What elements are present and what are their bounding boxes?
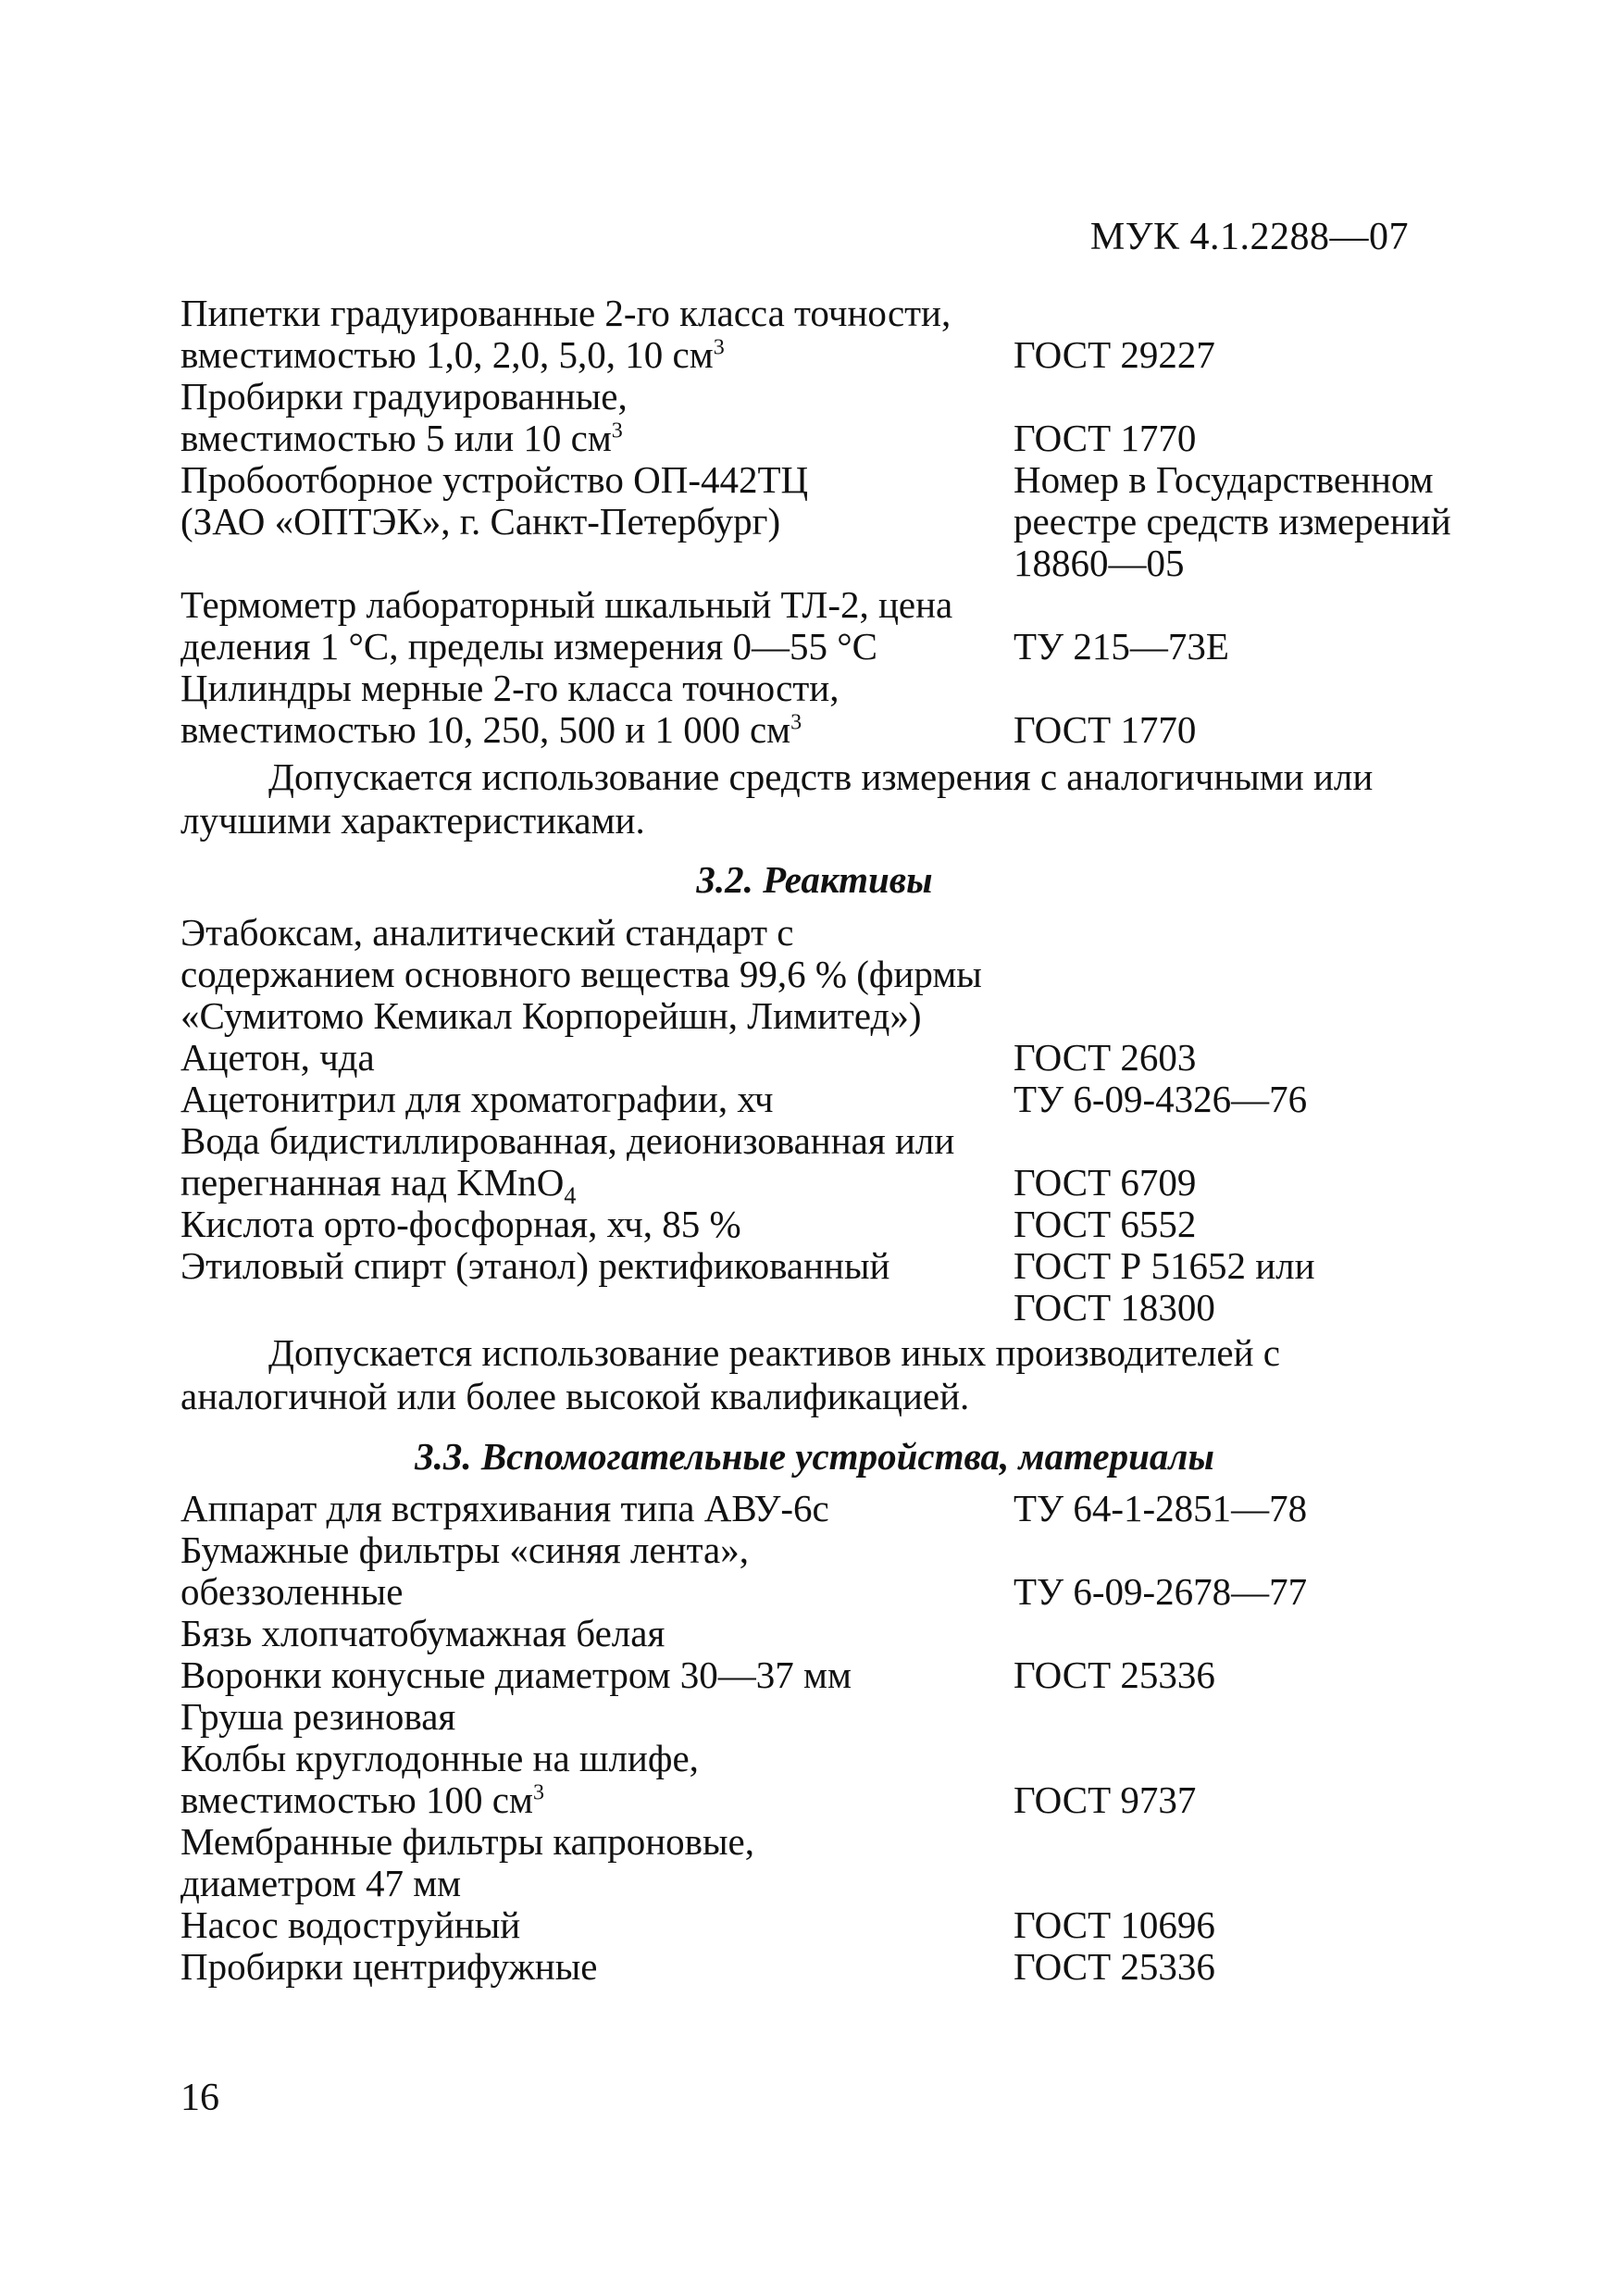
section-heading-reagents: 3.2. Реактивы bbox=[696, 858, 933, 901]
list-item: Насос водоструйный ГОСТ 10696 bbox=[180, 1904, 1449, 1946]
reagents-list: Этабоксам, аналитический стандарт с содержанием основного вещества 99,6 % (фирмы «Сумитомо Кемикал Корпорейшн, Лимитед») Ацетон, чда ГОСТ 2603 Ацетонитрил для хроматографии, хч ТУ 6-09-4326—76 Вода бидистиллированная, деионизованная или перегнанная над KMnO$_4$ ГОСТ 6709 Кислота орто-фосфорная, хч, 85 % ГОСТ 6552 Этиловый спирт (этанол) ректификованный ГОСТ Р 51652 или ГОСТ 18300 bbox=[180, 912, 1449, 1329]
standard-ref: ГОСТ 6552 bbox=[1014, 1203, 1197, 1245]
standard-ref: ТУ 6-09-4326—76 bbox=[1014, 1078, 1308, 1120]
list-item: Ацетонитрил для хроматографии, хч ТУ 6-09-4326—76 bbox=[180, 1079, 1449, 1120]
list-item: Пробирки центрифужные ГОСТ 25336 bbox=[180, 1946, 1449, 1988]
list-item: Груша резиновая bbox=[180, 1695, 456, 1738]
list-item: Воронки конусные диаметром 30—37 мм ГОСТ 25336 bbox=[180, 1654, 1449, 1696]
standard-ref: ГОСТ 25336 bbox=[1014, 1653, 1215, 1696]
standard-ref: ТУ 215—73Е bbox=[1014, 625, 1229, 668]
section-heading-auxiliary: 3.3. Вспомогательные устройства, материалы bbox=[415, 1435, 1214, 1478]
list-item: Аппарат для встряхивания типа АВУ-6с ТУ 64-1-2851—78 bbox=[180, 1488, 1449, 1529]
standard-ref: ГОСТ 6709 bbox=[1014, 1161, 1197, 1204]
list-item: Бязь хлопчатобумажная белая bbox=[180, 1612, 665, 1654]
page-number: 16 bbox=[180, 2077, 219, 2119]
list-item: Мембранные фильтры капроновые, bbox=[180, 1820, 755, 1863]
list-item: 18860—05 bbox=[1014, 542, 1185, 584]
list-item: Пробирки градуированные, bbox=[180, 375, 628, 418]
list-item: вместимостью 5 или 10 $см^3$ ГОСТ 1770 bbox=[180, 418, 1449, 459]
list-item: деления 1 °С, пределы измерения 0—55 °С ТУ 215—73Е bbox=[180, 626, 1449, 668]
list-item: Бумажные фильтры «синяя лента», bbox=[180, 1529, 749, 1571]
list-item: Вода бидистиллированная, деионизованная или bbox=[180, 1119, 955, 1162]
standard-ref: ГОСТ 1770 bbox=[1014, 417, 1197, 459]
note-paragraph: Допускается использование реактивов иных производителей с аналогичной или более высокой квалификацией. bbox=[180, 1331, 1280, 1417]
list-item: Пробоотборное устройство ОП-442ТЦ Номер в Государственном bbox=[180, 459, 1449, 501]
standard-ref: ГОСТ 10696 bbox=[1014, 1903, 1215, 1946]
document-code-header: МУК 4.1.2288—07 bbox=[1089, 216, 1409, 258]
standard-ref: ГОСТ 9737 bbox=[1014, 1778, 1197, 1821]
standard-ref: ТУ 6-09-2678—77 bbox=[1014, 1570, 1308, 1613]
list-item: перегнанная над KMnO$_4$ ГОСТ 6709 bbox=[180, 1162, 1449, 1204]
auxiliary-list: Аппарат для встряхивания типа АВУ-6с ТУ 64-1-2851—78 Бумажные фильтры «синяя лента», обеззоленные ТУ 6-09-2678—77 Бязь хлопчатобумажная белая Воронки конусные диаметром 30—37 мм ГОСТ 25336 Груша резиновая Колбы круглодонные на шлифе, вместимостью 100 $см^3$ ГОСТ 9737 Мембранные фильтры капроновые, диаметром 47 мм Насос водоструйный ГОСТ 10696 Пробирки центрифужные ГОСТ 25336 bbox=[180, 1488, 1449, 1988]
note-paragraph: Допускается использование средств измерения с аналогичными или лучшими характеристиками. bbox=[180, 755, 1374, 842]
standard-ref: ТУ 64-1-2851—78 bbox=[1014, 1487, 1308, 1529]
equipment-list bbox=[180, 293, 1449, 751]
list-item: Колбы круглодонные на шлифе, bbox=[180, 1737, 699, 1779]
list-item: Пипетки градуированные 2-го класса точности, bbox=[180, 292, 952, 334]
standard-ref: ГОСТ 25336 bbox=[1014, 1945, 1215, 1988]
standard-ref: Номер в Государственном bbox=[1014, 458, 1434, 501]
list-item: Ацетон, чда ГОСТ 2603 bbox=[180, 1037, 1449, 1079]
list-item: Цилиндры мерные 2-го класса точности, bbox=[180, 667, 840, 709]
list-item: Этиловый спирт (этанол) ректификованный ГОСТ Р 51652 или bbox=[180, 1245, 1449, 1287]
list-item: Термометр лабораторный шкальный ТЛ-2, цена bbox=[180, 583, 953, 626]
list-item: вместимостью 10, 250, 500 и 1 000 $см^3$ ГОСТ 1770 bbox=[180, 709, 1449, 751]
standard-ref: ГОСТ 29227 bbox=[1014, 333, 1215, 376]
standard-ref: ГОСТ 1770 bbox=[1014, 708, 1197, 751]
list-item: (ЗАО «ОПТЭК», г. Санкт-Петербург) реестре средств измерений bbox=[180, 500, 1451, 543]
standard-ref: ГОСТ 2603 bbox=[1014, 1036, 1197, 1079]
standard-ref: ГОСТ Р 51652 или bbox=[1014, 1244, 1315, 1287]
list-item: вместимостью 1,0, 2,0, 5,0, 10 $см^3$ ГОСТ 29227 bbox=[180, 334, 1449, 376]
list-item: Кислота орто-фосфорная, хч, 85 % ГОСТ 6552 bbox=[180, 1204, 1449, 1245]
